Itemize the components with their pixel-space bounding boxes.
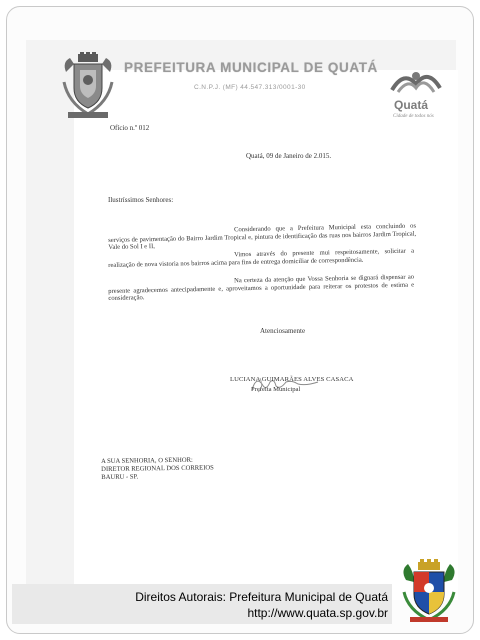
paragraph-2: Vimos através do presente mui respeitosamente, solicitar a realização de nova vistoria nos bairros acima para fins de entrega domiciliar de correspondência. — [108, 247, 415, 269]
website-url[interactable]: http://www.quata.sp.gov.br — [247, 606, 388, 620]
municipal-crest-icon — [60, 52, 116, 122]
municipal-crest-icon — [400, 558, 458, 624]
signer-name: LUCIANA GUIMARÃES ALVES CASACA — [230, 376, 354, 383]
letterhead-title: PREFEITURA MUNICIPAL DE QUATÁ — [124, 60, 378, 75]
address-line: BAURU - SP. — [101, 473, 139, 481]
closing: Atenciosamente — [260, 327, 306, 335]
document-sheet — [74, 70, 458, 600]
logo-tagline: Cidade de todos nós — [393, 114, 434, 119]
copyright-text: Direitos Autorais: Prefeitura Municipal de Quatá — [135, 590, 388, 604]
salutation: Ilustríssimos Senhores: — [108, 196, 174, 204]
paragraph-1: Considerando que a Prefeitura Municipal esta concluindo os serviços de pavimentação do Bairro Jardim Tropical e, pintura de identificação das ruas nos bairros Jardim Tropical, Vale do Sol I e II, — [108, 222, 417, 252]
cnpj-number: C.N.P.J. (MF) 44.547.313/0001-30 — [194, 84, 306, 91]
document-reference: Ofício n.º 012 — [110, 124, 150, 132]
signer-role: Prefeita Municipal — [251, 386, 301, 393]
address-line: DIRETOR REGIONAL DOS CORREIOS — [101, 464, 214, 473]
logo-wordmark: Quatá — [394, 98, 429, 112]
address-line: A SUA SENHORIA, O SENHOR: — [101, 456, 193, 465]
recipient-address — [101, 456, 214, 481]
paragraph-3: Na certeza da atenção que Vossa Senhoria se dignará dispensar ao presente agradecemos antecipadamente e, aproveitamos a oportunidade para reiterar os protestos de estima e consideração. — [108, 273, 415, 303]
document-date: Quatá, 09 de Janeiro de 2.015. — [246, 152, 332, 160]
